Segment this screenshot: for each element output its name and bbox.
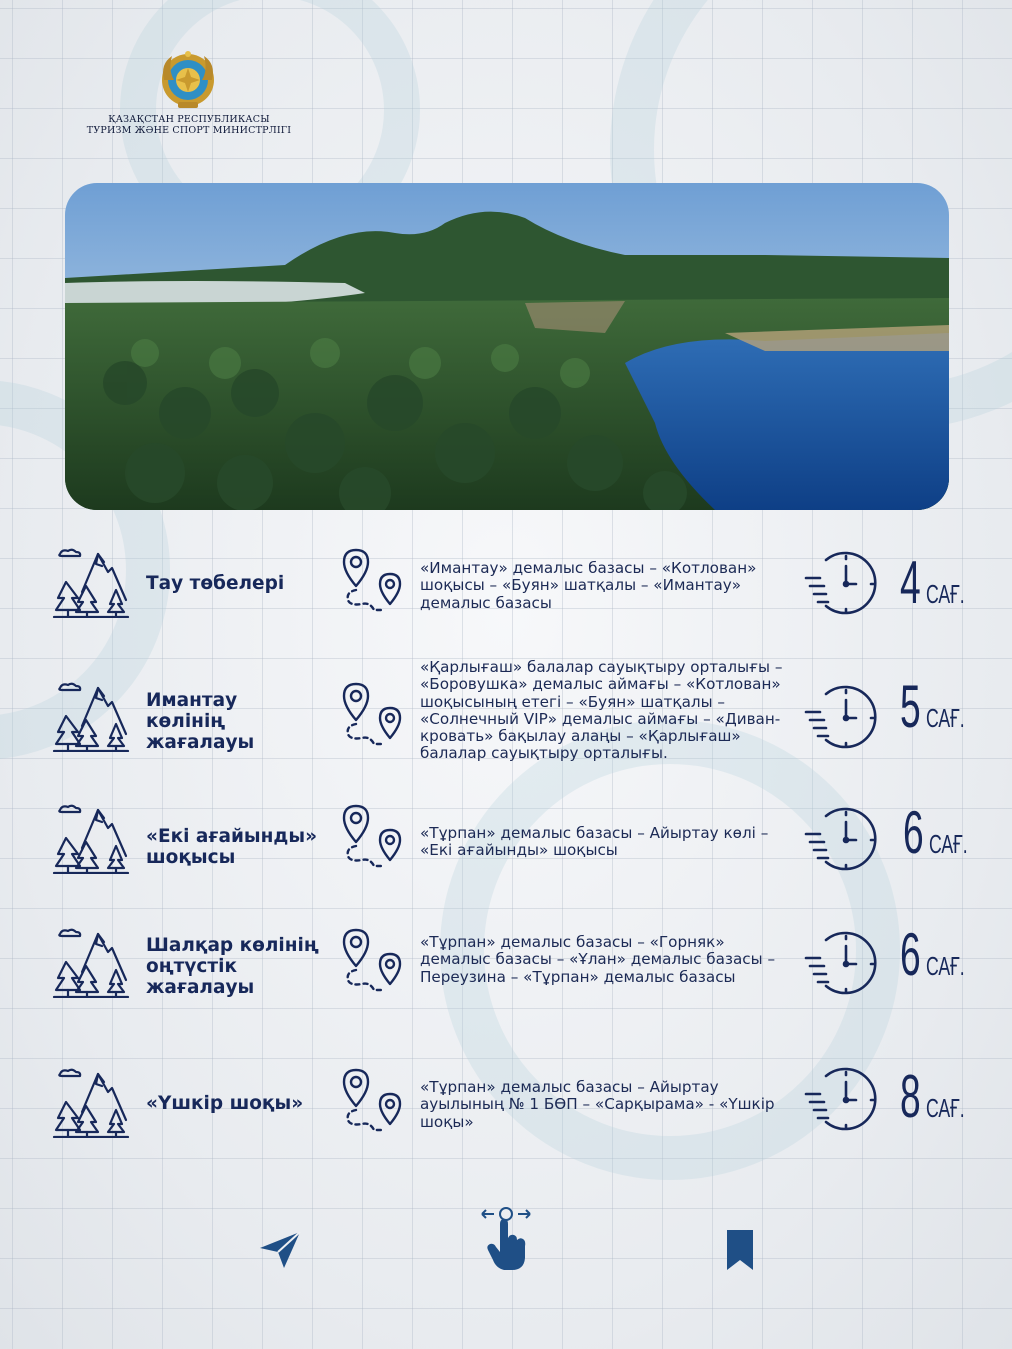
clock-icon xyxy=(804,804,880,874)
duration-hours: 6 xyxy=(903,799,924,866)
mountain-forest-icon xyxy=(52,802,130,874)
route-description: «Тұрпан» демалыс базасы – «Горняк» демалыс базасы – «Ұлан» демалыс базасы – Переузина – «Тұрпан» демалыс базасы xyxy=(420,933,776,986)
route-description: «Тұрпан» демалыс базасы – Айыртау көлі – «Екі ағайынды» шоқысы xyxy=(420,824,769,860)
state-emblem-icon xyxy=(160,50,216,112)
swipe-hand-icon[interactable] xyxy=(480,1206,532,1272)
mountain-forest-icon xyxy=(52,680,130,752)
duration-hours: 8 xyxy=(900,1063,921,1130)
route-pins-icon xyxy=(340,548,410,614)
route-pins-icon xyxy=(340,1068,410,1134)
hero-landscape-photo xyxy=(65,183,949,510)
mountain-forest-icon xyxy=(52,546,130,618)
duration-unit: САҒ. xyxy=(926,579,965,609)
ministry-line-1: ҚАЗАҚСТАН РЕСПУБЛИКАСЫ xyxy=(108,114,270,125)
route-title: Тау төбелері xyxy=(146,573,285,594)
route-title: Шалқар көлінің оңтүстік жағалауы xyxy=(146,935,319,998)
route-description: «Қарлығаш» балалар сауықтыру орталығы – «Боровушка» демалыс аймағы – «Котлован» шоқысының етегі – «Буян» шатқалы – «Солнечный VIP» демалыс аймағы – «Диван-кровать» бақылау алаңы – «Қарлығаш» балалар сауықтыру орталығы. xyxy=(420,658,783,763)
route-description: «Имантау» демалыс базасы – «Котлован» шоқысы – «Буян» шатқалы – «Имантау» демалыс базасы xyxy=(420,559,757,612)
ministry-name xyxy=(78,114,300,136)
route-title: «Үшкір шоқы» xyxy=(146,1093,304,1114)
route-pins-icon xyxy=(340,804,410,870)
clock-icon xyxy=(804,1064,880,1134)
duration xyxy=(903,798,986,867)
clock-icon xyxy=(804,548,880,618)
duration xyxy=(900,1062,983,1131)
duration-unit: САҒ. xyxy=(926,1093,965,1123)
duration-unit: САҒ. xyxy=(926,951,965,981)
route-pins-icon xyxy=(340,682,410,748)
duration-hours: 5 xyxy=(900,673,921,740)
duration-unit: САҒ. xyxy=(929,829,968,859)
mountain-forest-icon xyxy=(52,1066,130,1138)
duration xyxy=(900,672,983,741)
route-description: «Тұрпан» демалыс базасы – Айыртау ауылының № 1 БӨП – «Сарқырама» - «Үшкір шоқы» xyxy=(420,1078,775,1131)
route-title: «Екі ағайынды» шоқысы xyxy=(146,826,318,868)
route-pins-icon xyxy=(340,928,410,994)
clock-icon xyxy=(804,682,880,752)
duration-hours: 6 xyxy=(900,921,921,988)
clock-icon xyxy=(804,928,880,998)
route-title: Имантау көлінің жағалауы xyxy=(146,690,255,753)
ministry-line-2: ТУРИЗМ ЖӘНЕ СПОРТ МИНИСТРЛІГІ xyxy=(86,125,292,136)
mountain-forest-icon xyxy=(52,926,130,998)
bookmark-icon[interactable] xyxy=(725,1228,755,1272)
duration xyxy=(900,920,983,989)
duration-hours: 4 xyxy=(900,549,921,616)
duration-unit: САҒ. xyxy=(926,703,965,733)
duration xyxy=(900,548,983,617)
send-icon[interactable] xyxy=(258,1230,302,1270)
